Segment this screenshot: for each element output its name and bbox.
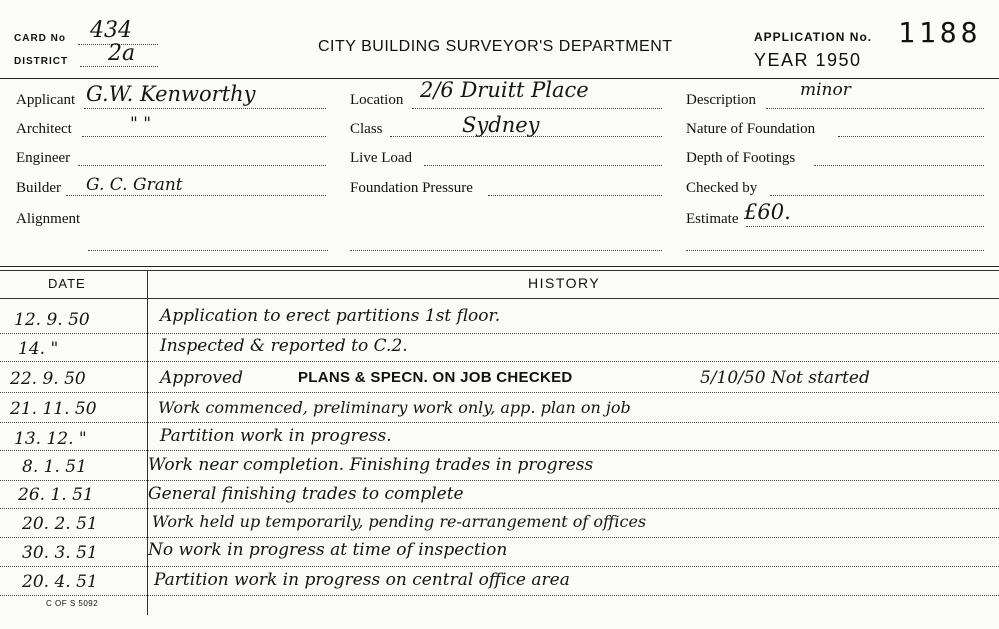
alignment-line: [88, 250, 328, 251]
row-line: [0, 422, 999, 423]
row-line: [0, 537, 999, 538]
row-date: 30. 3. 51: [22, 543, 98, 563]
district-line: [80, 66, 158, 67]
builder-value: G. C. Grant: [86, 175, 183, 195]
row-line: [0, 480, 999, 481]
column2-bottom-line: [350, 250, 662, 251]
engineer-label: Engineer: [16, 150, 71, 166]
row-text: Work near completion. Finishing trades in progress: [148, 455, 594, 475]
card-no-value: 434: [90, 18, 132, 43]
alignment-label: Alignment: [16, 211, 81, 227]
row-date: 8. 1. 51: [22, 457, 87, 477]
column3-bottom-line: [686, 250, 984, 251]
row-text: Partition work in progress on central office area: [154, 570, 570, 590]
row-date: 13. 12. ": [14, 429, 87, 449]
description-line: [766, 108, 984, 109]
history-top-rule: [0, 266, 999, 267]
row-text: Partition work in progress.: [160, 426, 392, 446]
live-load-line: [424, 165, 662, 166]
description-value: minor: [800, 80, 851, 100]
row-text: Approved: [160, 368, 243, 388]
row-line: [0, 333, 999, 334]
foundation-pressure-label: Foundation Pressure: [350, 180, 473, 196]
checked-by-label: Checked by: [686, 180, 758, 196]
date-column-divider: [147, 270, 148, 615]
location-label: Location: [350, 92, 404, 108]
date-header: DATE: [48, 276, 86, 291]
application-no-value: 1188: [898, 16, 982, 49]
estimate-label: Estimate: [686, 211, 739, 227]
row-note: 5/10/50 Not started: [700, 368, 870, 388]
row-line: [0, 450, 999, 451]
row-text: Application to erect partitions 1st floor.: [160, 306, 501, 326]
department-title: CITY BUILDING SURVEYOR'S DEPARTMENT: [318, 38, 673, 55]
row-text: No work in progress at time of inspection: [148, 540, 508, 560]
location-line: [412, 108, 662, 109]
engineer-line: [78, 165, 326, 166]
row-date: 14. ": [18, 339, 59, 359]
applicant-label: Applicant: [16, 92, 76, 108]
row-line: [0, 566, 999, 567]
row-date: 21. 11. 50: [10, 399, 97, 419]
row-line: [0, 392, 999, 393]
checked-by-line: [770, 195, 984, 196]
architect-value: " ": [130, 114, 152, 134]
applicant-value: G.W. Kenworthy: [86, 82, 256, 106]
row-date: 22. 9. 50: [10, 369, 86, 389]
estimate-line: [746, 226, 984, 227]
card-no-label: CARD No: [14, 33, 66, 44]
row-text: Inspected & reported to C.2.: [160, 336, 408, 356]
class-value: Sydney: [462, 113, 540, 137]
row-date: 20. 4. 51: [22, 572, 98, 592]
district-value: 2a: [108, 41, 136, 66]
row-date: 20. 2. 51: [22, 514, 98, 534]
depth-of-footings-label: Depth of Footings: [686, 150, 796, 166]
row-text: General finishing trades to complete: [148, 484, 464, 504]
nature-of-foundation-line: [838, 136, 984, 137]
depth-of-footings-line: [814, 165, 984, 166]
builder-label: Builder: [16, 180, 61, 196]
architect-line: [82, 136, 326, 137]
history-top-rule-2: [0, 270, 999, 271]
plans-checked-stamp: PLANS & SPECN. ON JOB CHECKED: [298, 369, 573, 386]
history-header: HISTORY: [528, 275, 601, 291]
row-line: [0, 361, 999, 362]
district-label: DISTRICT: [14, 56, 69, 67]
application-no-label: APPLICATION No.: [754, 30, 873, 44]
row-text: Work commenced, preliminary work only, app. plan on job: [158, 398, 631, 417]
foundation-pressure-line: [488, 195, 662, 196]
row-text: Work held up temporarily, pending re-arrangement of offices: [152, 512, 647, 531]
year-label: YEAR 1950: [754, 50, 862, 70]
applicant-line: [84, 108, 326, 109]
location-value: 2/6 Druitt Place: [420, 78, 589, 102]
row-line: [0, 508, 999, 509]
nature-of-foundation-label: Nature of Foundation: [686, 121, 816, 137]
architect-label: Architect: [16, 121, 72, 137]
history-header-rule: [0, 298, 999, 299]
row-date: 12. 9. 50: [14, 310, 90, 330]
estimate-value: £60.: [744, 200, 791, 224]
description-label: Description: [686, 92, 756, 108]
builder-line: [66, 195, 326, 196]
footer-form-code: C OF S 5092: [46, 599, 99, 608]
class-label: Class: [350, 121, 383, 137]
row-line: [0, 595, 999, 596]
live-load-label: Live Load: [350, 150, 413, 166]
row-date: 26. 1. 51: [18, 485, 94, 505]
